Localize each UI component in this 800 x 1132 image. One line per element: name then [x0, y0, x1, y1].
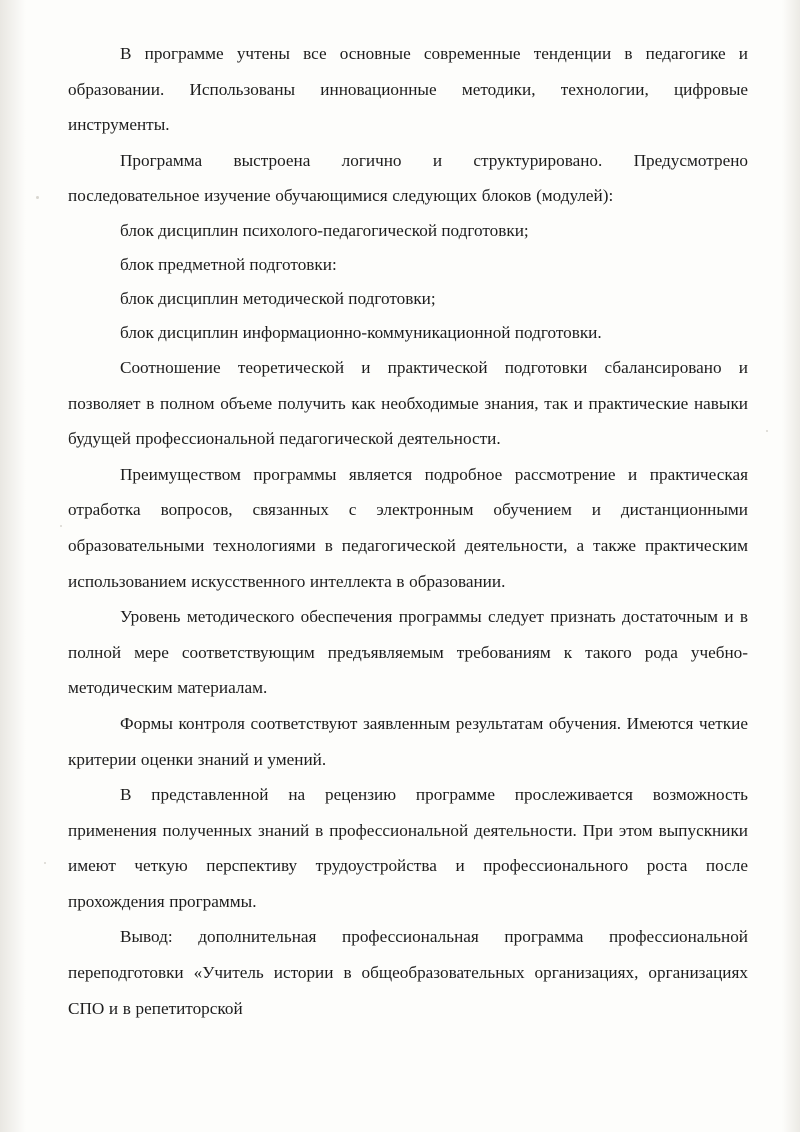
paragraph-program-trends: В программе учтены все основные современные тенденции в педагогике и образовании. Использованы инновационные методики, технологии, цифровые инструменты. [68, 44, 748, 135]
list-item-subject-training: блок предметной подготовки: [120, 254, 337, 274]
paragraph-methodical-support: Уровень методического обеспечения программы следует признать достаточным и в полной мере соответствующим предъявляемым требованиям к такого рода учебно-методическим материалам. [68, 607, 748, 698]
paragraph-conclusion: Вывод: дополнительная профессиональная программа профессиональной переподготовки «Учитель истории в общеобразовательных организациях, организациях СПО и в репетиторской [68, 927, 748, 1018]
scan-speck [44, 862, 46, 864]
paragraph-application-of-knowledge: В представленной на рецензию программе прослеживается возможность применения полученных знаний в профессиональной деятельности. При этом выпускники имеют четкую перспективу трудоустройства и профессионального роста после прохождения программы. [68, 785, 748, 911]
paragraph-advantages: Преимуществом программы является подробное рассмотрение и практическая отработка вопросов, связанных с электронным обучением и дистанционными образовательными технологиями в педагогической деятельности, а также практическим использованием искусственного интеллекта в образовании. [68, 464, 748, 591]
paragraph-control-forms: Формы контроля соответствуют заявленным результатам обучения. Имеются четкие критерии оценки знаний и умений. [68, 713, 748, 769]
paragraph-theory-practice-balance: Соотношение теоретической и практической подготовки сбалансировано и позволяет в полном объеме получить как необходимые знания, так и практические навыки будущей профессиональной педагогической деятельности. [68, 357, 748, 449]
scan-speck [36, 196, 39, 199]
scan-speck [766, 430, 768, 432]
document-body [68, 36, 748, 1026]
list-item-infocomm-training: блок дисциплин информационно-коммуникационной подготовки. [120, 322, 602, 342]
scan-speck [60, 525, 62, 527]
list-item-psych-pedagogical: блок дисциплин психолого-педагогической подготовки; [120, 220, 529, 240]
list-item-methodical-training: блок дисциплин методической подготовки; [120, 288, 436, 308]
paragraph-program-structure: Программа выстроена логично и структурировано. Предусмотрено последовательное изучение обучающимися следующих блоков (модулей): [68, 150, 748, 206]
